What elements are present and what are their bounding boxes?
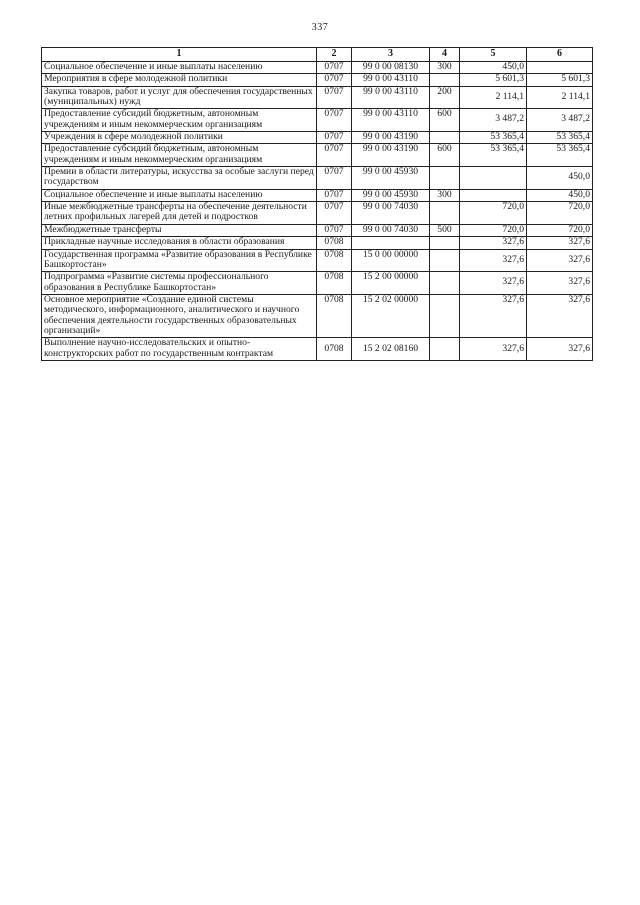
table-row xyxy=(42,167,593,190)
table-row xyxy=(42,109,593,132)
row-type xyxy=(430,167,460,190)
row-name: Мероприятия в сфере молодежной политики xyxy=(42,74,317,86)
table-row xyxy=(42,224,593,236)
row-type xyxy=(430,237,460,249)
row-sum-6: 720,0 xyxy=(527,224,593,236)
row-type xyxy=(430,202,460,225)
table-row xyxy=(42,294,593,337)
header-col-5: 5 xyxy=(460,48,527,62)
row-type: 600 xyxy=(430,109,460,132)
row-name: Социальное обеспечение и иные выплаты населению xyxy=(42,61,317,73)
row-name: Социальное обеспечение и иные выплаты населению xyxy=(42,189,317,201)
row-section: 0707 xyxy=(317,144,352,167)
row-section: 0707 xyxy=(317,131,352,143)
row-name: Предоставление субсидий бюджетным, автономным учреждениям и иным некоммерческим организациям xyxy=(42,144,317,167)
row-section: 0708 xyxy=(317,338,352,361)
row-section: 0708 xyxy=(317,272,352,295)
row-sum-5: 327,6 xyxy=(460,338,527,361)
table-row xyxy=(42,202,593,225)
row-sum-6: 5 601,3 xyxy=(527,74,593,86)
row-target: 99 0 00 74030 xyxy=(352,202,430,225)
row-target: 99 0 00 43110 xyxy=(352,74,430,86)
row-sum-6: 450,0 xyxy=(527,167,593,190)
row-section: 0707 xyxy=(317,86,352,109)
row-name: Закупка товаров, работ и услуг для обеспечения государственных (муниципальных) нужд xyxy=(42,86,317,109)
row-sum-5 xyxy=(460,189,527,201)
row-type xyxy=(430,338,460,361)
row-section: 0707 xyxy=(317,109,352,132)
row-target: 99 0 00 45930 xyxy=(352,167,430,190)
row-target: 99 0 00 43190 xyxy=(352,144,430,167)
row-target: 99 0 00 08130 xyxy=(352,61,430,73)
row-name: Учреждения в сфере молодежной политики xyxy=(42,131,317,143)
row-type: 200 xyxy=(430,86,460,109)
row-type: 600 xyxy=(430,144,460,167)
table-row xyxy=(42,131,593,143)
row-type xyxy=(430,74,460,86)
row-sum-6: 720,0 xyxy=(527,202,593,225)
row-sum-5: 3 487,2 xyxy=(460,109,527,132)
row-section: 0707 xyxy=(317,189,352,201)
row-sum-6: 327,6 xyxy=(527,338,593,361)
row-type xyxy=(430,272,460,295)
row-name: Премии в области литературы, искусства за особые заслуги перед государством xyxy=(42,167,317,190)
header-col-2: 2 xyxy=(317,48,352,62)
row-name: Выполнение научно-исследовательских и опытно-конструкторских работ по государственным контрактам xyxy=(42,338,317,361)
row-section: 0708 xyxy=(317,237,352,249)
row-sum-5: 5 601,3 xyxy=(460,74,527,86)
table-row xyxy=(42,189,593,201)
row-sum-6: 3 487,2 xyxy=(527,109,593,132)
row-sum-6: 327,6 xyxy=(527,249,593,272)
row-sum-5: 53 365,4 xyxy=(460,144,527,167)
row-type: 300 xyxy=(430,189,460,201)
row-section: 0707 xyxy=(317,202,352,225)
row-sum-5: 2 114,1 xyxy=(460,86,527,109)
table-row xyxy=(42,338,593,361)
row-sum-5 xyxy=(460,167,527,190)
row-name: Предоставление субсидий бюджетным, автономным учреждениям и иным некоммерческим организациям xyxy=(42,109,317,132)
row-sum-5: 53 365,4 xyxy=(460,131,527,143)
row-section: 0707 xyxy=(317,61,352,73)
row-name: Основное мероприятие «Создание единой системы методического, информационного, аналитического и научного обеспечения деятельности государственных образовательных организаций» xyxy=(42,294,317,337)
row-target: 99 0 00 43190 xyxy=(352,131,430,143)
row-target: 15 2 02 08160 xyxy=(352,338,430,361)
page-number: 337 xyxy=(311,22,329,33)
row-sum-6: 53 365,4 xyxy=(527,144,593,167)
table-row xyxy=(42,272,593,295)
row-name: Государственная программа «Развитие образования в Республике Башкортостан» xyxy=(42,249,317,272)
row-sum-6 xyxy=(527,61,593,73)
table-row xyxy=(42,144,593,167)
row-section: 0708 xyxy=(317,294,352,337)
row-target: 99 0 00 74030 xyxy=(352,224,430,236)
table-row xyxy=(42,86,593,109)
row-sum-5: 720,0 xyxy=(460,224,527,236)
row-section: 0707 xyxy=(317,224,352,236)
row-sum-5: 327,6 xyxy=(460,272,527,295)
row-sum-6: 53 365,4 xyxy=(527,131,593,143)
row-sum-5: 720,0 xyxy=(460,202,527,225)
row-name: Межбюджетные трансферты xyxy=(42,224,317,236)
row-target: 15 0 00 00000 xyxy=(352,249,430,272)
table-row xyxy=(42,74,593,86)
row-target: 99 0 00 45930 xyxy=(352,189,430,201)
row-section: 0707 xyxy=(317,74,352,86)
row-sum-6: 2 114,1 xyxy=(527,86,593,109)
row-sum-5: 450,0 xyxy=(460,61,527,73)
table-row xyxy=(42,249,593,272)
header-col-4: 4 xyxy=(430,48,460,62)
budget-table xyxy=(41,47,593,361)
header-col-3: 3 xyxy=(352,48,430,62)
header-col-6: 6 xyxy=(527,48,593,62)
row-name: Иные межбюджетные трансферты на обеспечение деятельности летних профильных лагерей для детей и подростков xyxy=(42,202,317,225)
table-row xyxy=(42,61,593,73)
row-sum-5: 327,6 xyxy=(460,294,527,337)
row-sum-6: 327,6 xyxy=(527,272,593,295)
row-sum-6: 327,6 xyxy=(527,294,593,337)
row-sum-6: 327,6 xyxy=(527,237,593,249)
row-type xyxy=(430,249,460,272)
header-row xyxy=(42,48,593,62)
row-type xyxy=(430,131,460,143)
header-col-1: 1 xyxy=(42,48,317,62)
row-target: 15 2 02 00000 xyxy=(352,294,430,337)
row-sum-6: 450,0 xyxy=(527,189,593,201)
row-name: Прикладные научные исследования в области образования xyxy=(42,237,317,249)
row-target: 99 0 00 43110 xyxy=(352,109,430,132)
row-type: 500 xyxy=(430,224,460,236)
row-target: 99 0 00 43110 xyxy=(352,86,430,109)
row-sum-5: 327,6 xyxy=(460,249,527,272)
row-section: 0708 xyxy=(317,249,352,272)
row-type xyxy=(430,294,460,337)
table-row xyxy=(42,237,593,249)
row-type: 300 xyxy=(430,61,460,73)
row-target xyxy=(352,237,430,249)
row-name: Подпрограмма «Развитие системы профессионального образования в Республике Башкортостан» xyxy=(42,272,317,295)
row-section: 0707 xyxy=(317,167,352,190)
row-sum-5: 327,6 xyxy=(460,237,527,249)
row-target: 15 2 00 00000 xyxy=(352,272,430,295)
